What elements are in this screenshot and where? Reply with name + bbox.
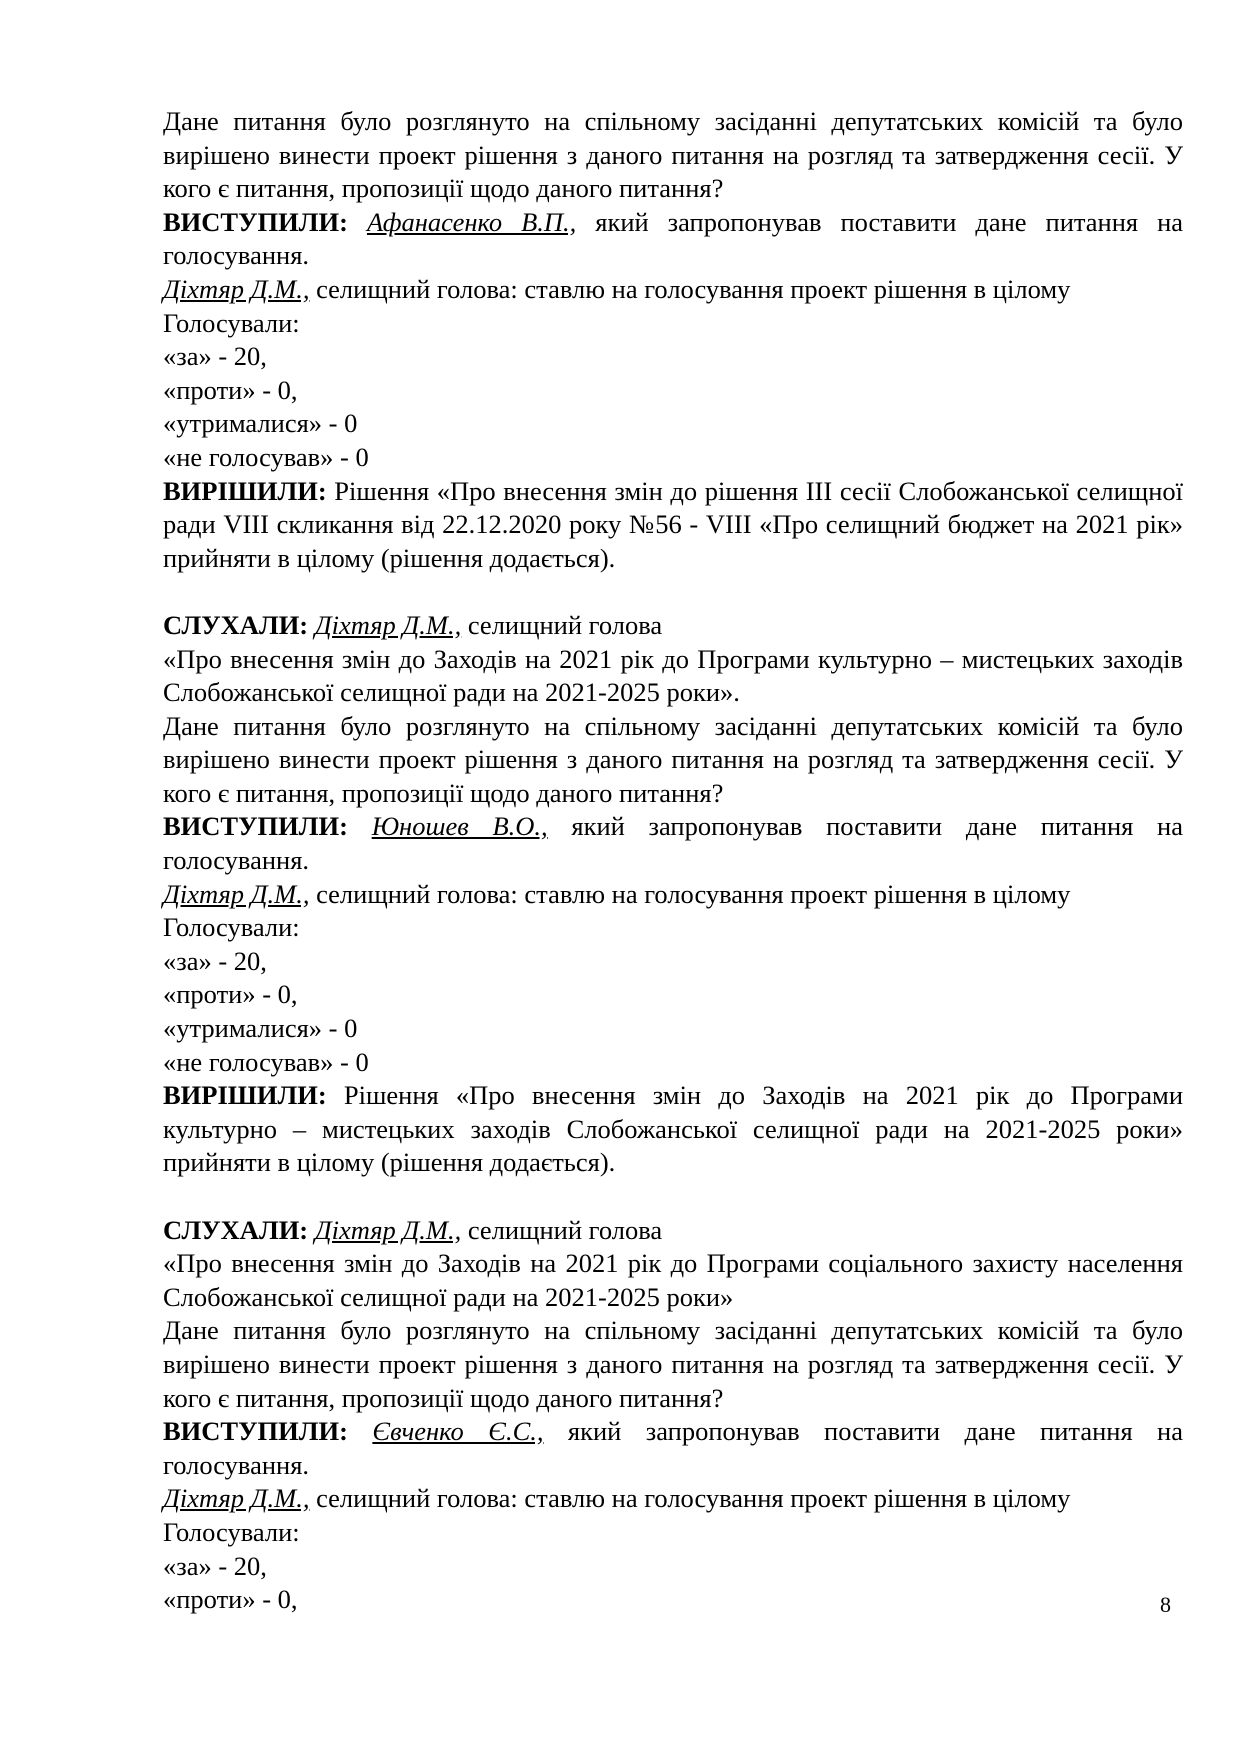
head-line xyxy=(163,1482,1183,1516)
issue-intro-paragraph: Дане питання було розглянуто на спільному засіданні депутатських комісій та було вирішено винести проект рішення з даного питання на розгляд та затвердження сесії. У кого є питання, пропозиції щодо даного питання? xyxy=(163,106,1183,204)
decision-text: Рішення «Про внесення змін до рішення ІІІ сесії Слобожанської селищної ради VIII скликання від 22.12.2020 року №56 - VIII «Про селищний бюджет на 2021 рік» прийняти в цілому (рішення додається). xyxy=(163,475,1183,573)
vyrishyly-label: ВИРІШИЛИ: xyxy=(163,1080,327,1111)
vote-for: «за» - 20, xyxy=(163,341,267,372)
page-number: 8 xyxy=(1160,1592,1171,1617)
vystupyly-label: ВИСТУПИЛИ: xyxy=(163,1416,348,1447)
vote-for: «за» - 20, xyxy=(163,1550,267,1581)
section-spacer xyxy=(163,575,1183,609)
head-line xyxy=(163,273,1183,307)
sluhaly-line xyxy=(163,609,1183,643)
speaker-text: який запропонував поставити дане питання на голосування. xyxy=(163,1416,1184,1480)
head-name: Діхтяр Д.М., xyxy=(163,878,310,909)
head-name: Діхтяр Д.М., xyxy=(163,1483,310,1514)
vote-against: «проти» - 0, xyxy=(163,374,298,405)
speaker-text: який запропонував поставити дане питання на голосування. xyxy=(163,206,1184,271)
topic-paragraph: «Про внесення змін до Заходів на 2021 рік до Програми культурно – мистецьких заходів Слобожанської селищної ради на 2021-2025 роки». xyxy=(163,643,1183,708)
vystupyly-label: ВИСТУПИЛИ: xyxy=(163,811,348,842)
vote-abstain: «утрималися» - 0 xyxy=(163,408,358,439)
vyrishyly-label: ВИРІШИЛИ: xyxy=(163,475,327,506)
vystupyly-line xyxy=(163,810,1183,877)
decision-paragraph xyxy=(163,475,1183,576)
vote-against: «проти» - 0, xyxy=(163,1584,298,1615)
vote-against: «проти» - 0, xyxy=(163,979,298,1010)
sluhaly-label: СЛУХАЛИ: xyxy=(163,1214,309,1245)
vystupyly-line xyxy=(163,1415,1183,1482)
head-text: селищний голова: ставлю на голосування проект рішення в цілому xyxy=(309,273,1071,304)
head-line xyxy=(163,878,1183,912)
speaker-text: який запропонував поставити дане питання на голосування. xyxy=(163,811,1183,876)
head-text: селищний голова: ставлю на голосування проект рішення в цілому xyxy=(309,1483,1071,1514)
speaker-name: Афанасенко В.П., xyxy=(366,206,577,237)
vote-none: «не голосував» - 0 xyxy=(163,441,369,472)
document-page xyxy=(163,105,1183,1617)
sluhaly-name: Діхтяр Д.М., xyxy=(314,1214,462,1245)
sluhaly-role: селищний голова xyxy=(461,609,663,640)
vote-none: «не голосував» - 0 xyxy=(163,1046,369,1077)
vote-abstain: «утрималися» - 0 xyxy=(163,1013,358,1044)
head-text: селищний голова: ставлю на голосування проект рішення в цілому xyxy=(309,878,1071,909)
speaker-name: Євченко Є.С., xyxy=(372,1416,544,1447)
vote-for: «за» - 20, xyxy=(163,945,267,976)
sluhaly-label: СЛУХАЛИ: xyxy=(163,609,309,640)
topic-paragraph: «Про внесення змін до Заходів на 2021 рік до Програми соціального захисту населення Слобожанської селищної ради на 2021-2025 роки» xyxy=(163,1248,1183,1312)
speaker-name: Юношев В.О., xyxy=(371,811,548,842)
issue-intro-paragraph: Дане питання було розглянуто на спільному засіданні депутатських комісій та було вирішено винести проект рішення з даного питання на розгляд та затвердження сесії. У кого є питання, пропозиції щодо даного питання? xyxy=(163,1315,1183,1413)
decision-paragraph xyxy=(163,1079,1183,1180)
section-spacer xyxy=(163,1180,1183,1214)
head-name: Діхтяр Д.М., xyxy=(163,273,310,304)
voted-label: Голосували: xyxy=(163,912,300,943)
voted-label: Голосували: xyxy=(163,1516,300,1547)
issue-intro-paragraph: Дане питання було розглянуто на спільному засіданні депутатських комісій та було вирішено винести проект рішення з даного питання на розгляд та затвердження сесії. У кого є питання, пропозиції щодо даного питання? xyxy=(163,710,1183,808)
voted-label: Голосували: xyxy=(163,307,300,338)
vystupyly-line xyxy=(163,206,1183,273)
sluhaly-line xyxy=(163,1214,1183,1248)
sluhaly-role: селищний голова xyxy=(461,1214,663,1245)
decision-text: Рішення «Про внесення змін до Заходів на 2021 рік до Програми культурно – мистецьких заходів Слобожанської селищної ради на 2021-2025 роки» прийняти в цілому (рішення додається). xyxy=(163,1080,1183,1178)
vystupyly-label: ВИСТУПИЛИ: xyxy=(163,206,348,237)
sluhaly-name: Діхтяр Д.М., xyxy=(314,609,462,640)
